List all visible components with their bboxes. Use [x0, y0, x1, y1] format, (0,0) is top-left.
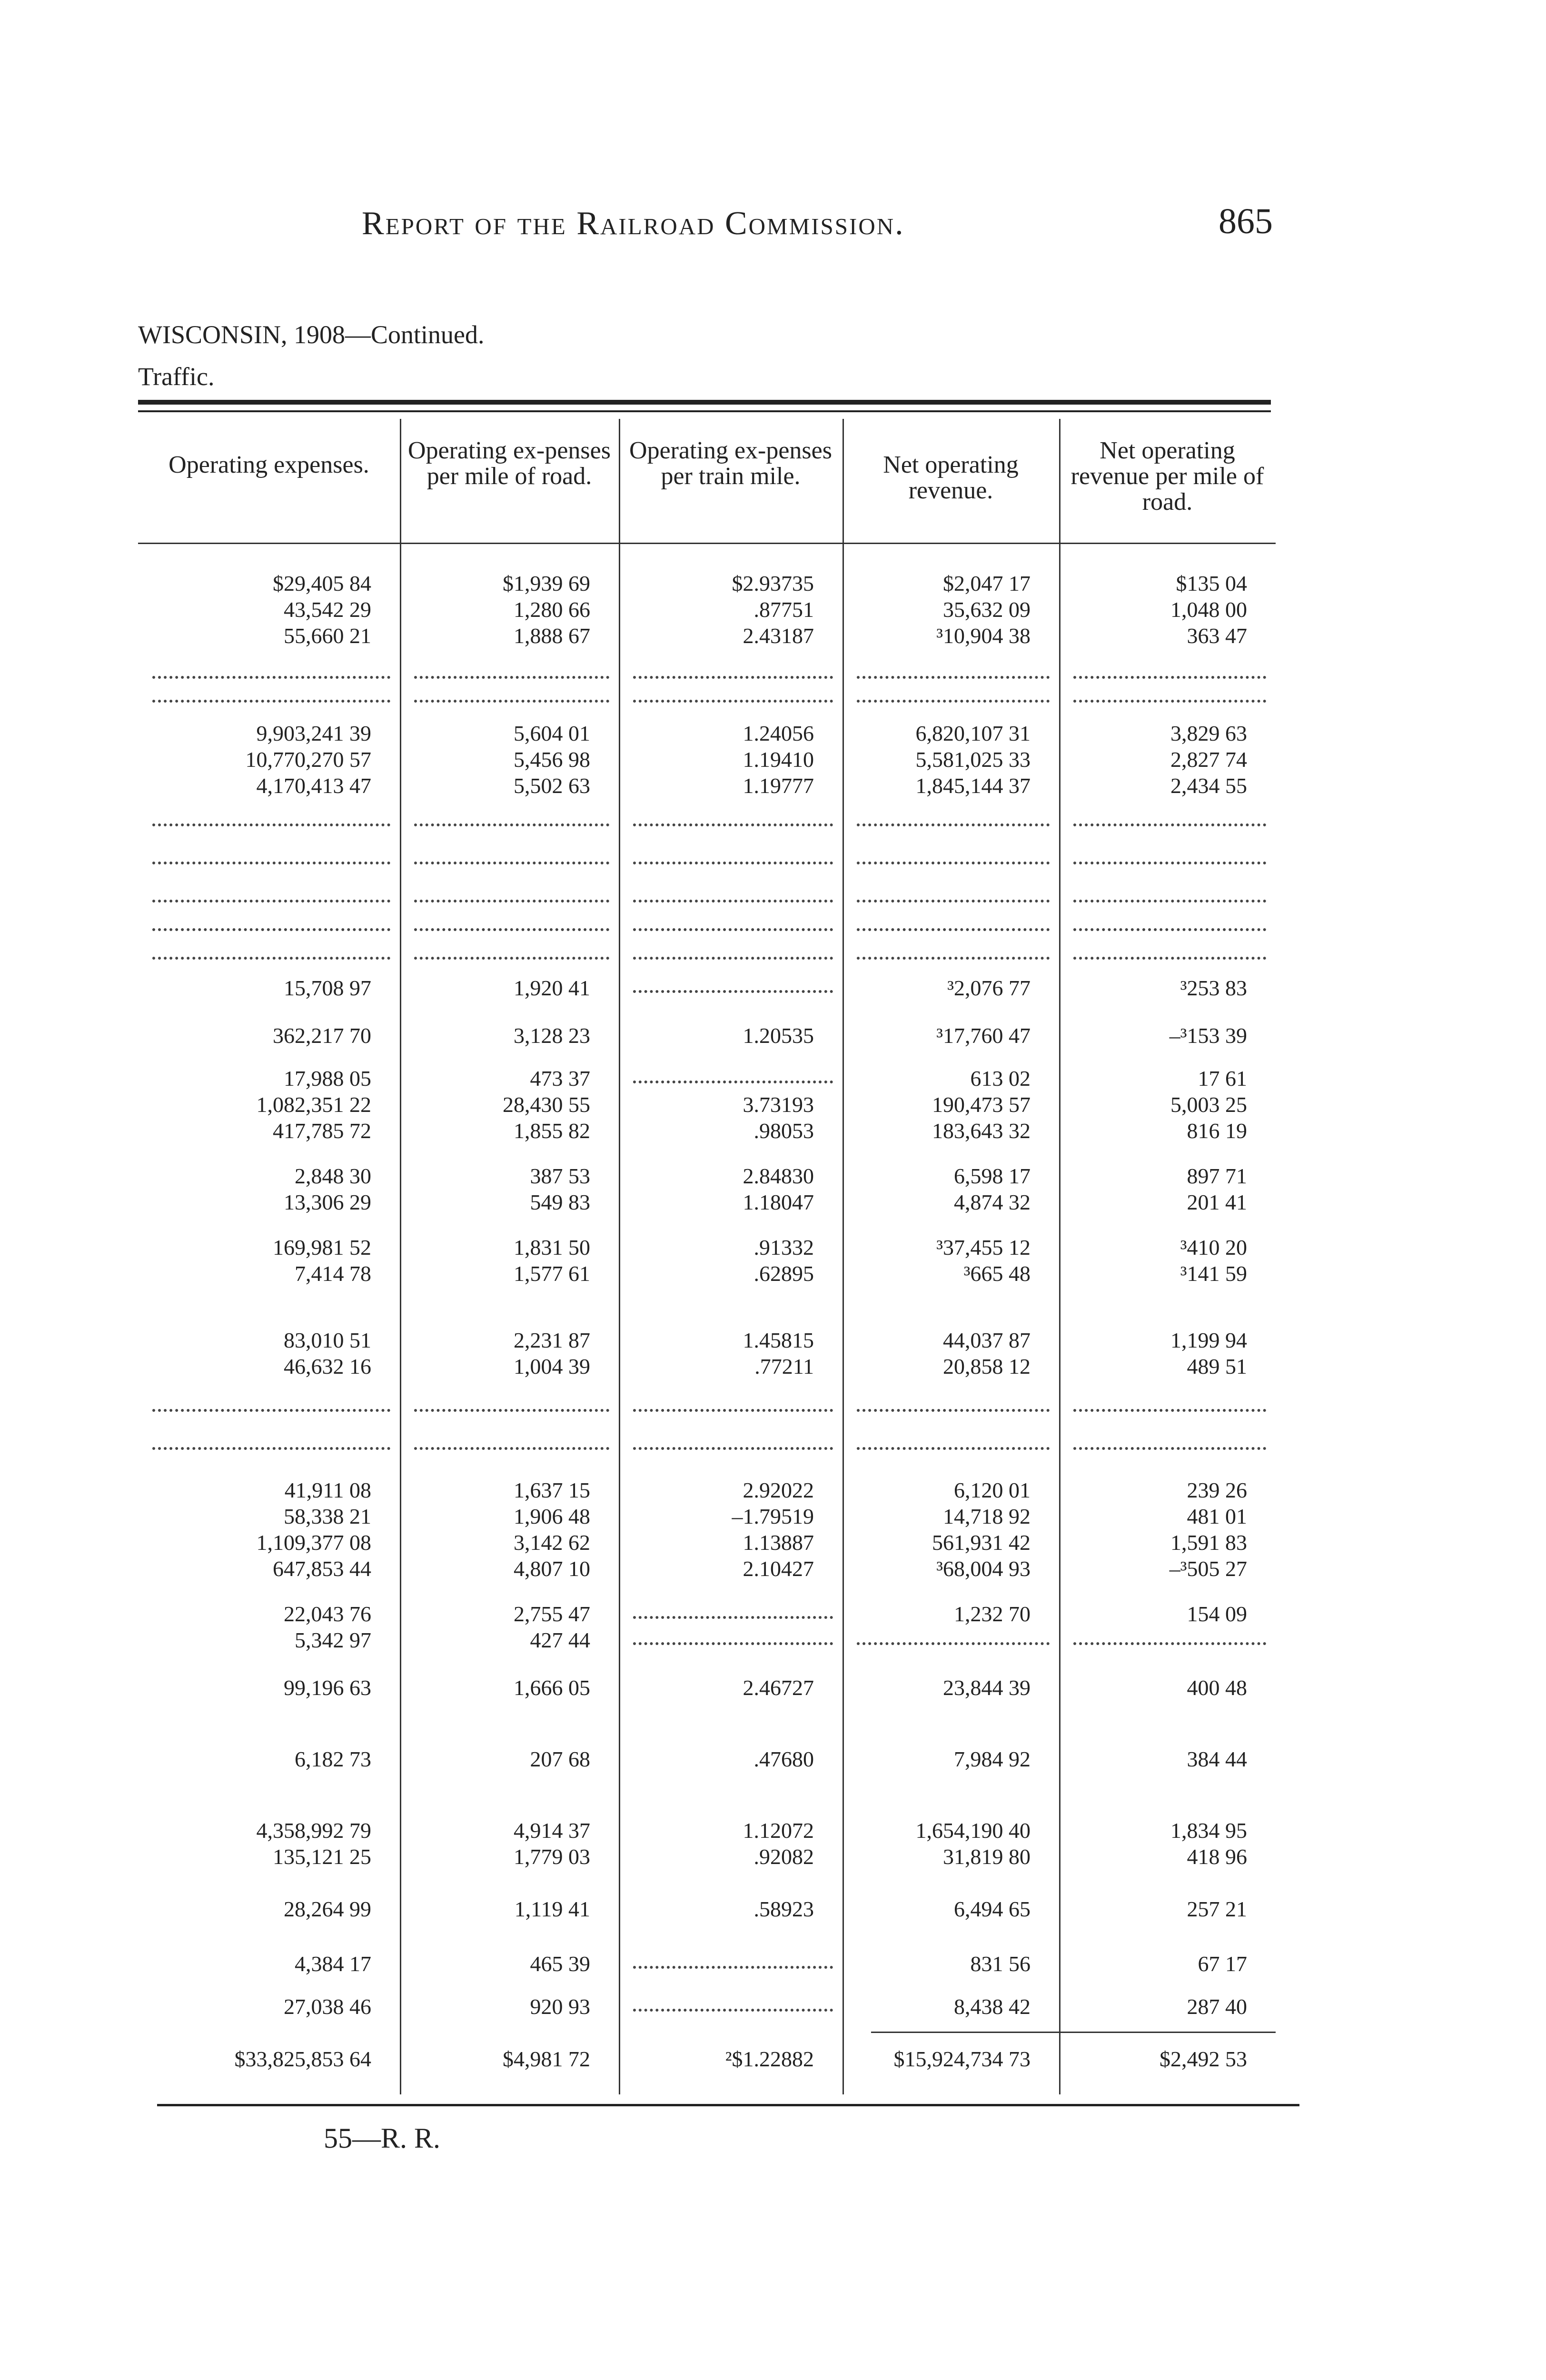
leader-dots	[857, 1642, 1050, 1645]
totals-cell: $33,825,853 64	[234, 2047, 371, 2071]
table-cell: 43,542 29	[284, 597, 371, 622]
table-cell: 23,844 39	[943, 1676, 1031, 1700]
table-cell: 4,358,992 79	[256, 1818, 371, 1843]
column-header: Operating ex-penses per train mile.	[629, 437, 832, 490]
table-cell: 5,003 25	[1170, 1092, 1247, 1117]
table-cell: 427 44	[530, 1628, 590, 1652]
totals-cell: ²$1.22882	[725, 2047, 814, 2071]
leader-dots	[414, 957, 609, 960]
table-cell: 2,231 87	[514, 1328, 590, 1352]
table-cell: 3,128 23	[514, 1023, 590, 1048]
leader-dots	[633, 862, 833, 864]
table-cell: 17,988 05	[284, 1066, 371, 1091]
table-cell: 2.84830	[743, 1164, 814, 1188]
table-cell: 99,196 63	[284, 1676, 371, 1700]
leader-dots	[152, 1447, 390, 1450]
table-cell: 1.19777	[743, 774, 814, 798]
table-cell: 400 48	[1187, 1676, 1247, 1700]
leader-dots	[414, 823, 609, 826]
table-cell: –³153 39	[1169, 1023, 1247, 1048]
leader-dots	[857, 957, 1050, 960]
table-cell: ³253 83	[1180, 976, 1247, 1000]
table-cell: 1,280 66	[514, 597, 590, 622]
table-cell: ³141 59	[1180, 1261, 1247, 1286]
table-cell: 239 26	[1187, 1478, 1247, 1502]
signature-mark: 55—R. R.	[324, 2122, 441, 2154]
table-cell: 1,855 82	[514, 1119, 590, 1143]
table-cell: .47680	[753, 1747, 814, 1771]
table-cell: $2.93735	[732, 571, 814, 595]
table-cell: $2,047 17	[943, 571, 1031, 595]
table-cell: 13,306 29	[284, 1190, 371, 1214]
table-cell: 1,906 48	[514, 1504, 590, 1528]
leader-dots	[152, 700, 390, 703]
leader-dots	[1073, 957, 1266, 960]
table-cell: .58923	[753, 1897, 814, 1921]
leader-dots	[857, 1447, 1050, 1450]
leader-dots	[414, 862, 609, 864]
table-cell: 7,984 92	[954, 1747, 1031, 1771]
table-cell: 1,831 50	[514, 1235, 590, 1259]
table-cell: .91332	[753, 1235, 814, 1259]
column-header: Operating ex-penses per mile of road.	[408, 437, 611, 490]
bottom-rule	[157, 2104, 1299, 2106]
table-cell: 1.24056	[743, 721, 814, 745]
table-cell: ³10,904 38	[936, 624, 1031, 648]
table-cell: 1,119 41	[514, 1897, 590, 1921]
table-cell: 2,827 74	[1170, 747, 1247, 772]
table-cell: 15,708 97	[284, 976, 371, 1000]
table-cell: 363 47	[1187, 624, 1247, 648]
leader-dots	[633, 676, 833, 679]
table-cell: .77211	[754, 1354, 814, 1378]
leader-dots	[1073, 700, 1266, 703]
header-rule	[138, 543, 1276, 544]
leader-dots	[857, 823, 1050, 826]
table-cell: 201 41	[1187, 1190, 1247, 1214]
leader-dots	[152, 862, 390, 864]
table-cell: 1.19410	[743, 747, 814, 772]
table-cell: ³37,455 12	[936, 1235, 1031, 1259]
leader-dots	[857, 900, 1050, 902]
leader-dots	[857, 928, 1050, 931]
leader-dots	[633, 928, 833, 931]
table-cell: 2.43187	[743, 624, 814, 648]
leader-dots	[1073, 862, 1266, 864]
table-section-label: Traffic.	[138, 362, 215, 391]
leader-dots	[857, 700, 1050, 703]
leader-dots	[152, 957, 390, 960]
table-cell: 1.13887	[743, 1530, 814, 1555]
totals-rule	[871, 2032, 1276, 2033]
table-cell: 1,888 67	[514, 624, 590, 648]
table-cell: 1,666 05	[514, 1676, 590, 1700]
table-cell: 257 21	[1187, 1897, 1247, 1921]
totals-cell: $2,492 53	[1160, 2047, 1247, 2071]
table-cell: 14,718 92	[943, 1504, 1031, 1528]
table-cell: 473 37	[530, 1066, 590, 1091]
leader-dots	[414, 928, 609, 931]
table-cell: 55,660 21	[284, 624, 371, 648]
table-cell: 481 01	[1187, 1504, 1247, 1528]
table-cell: 613 02	[970, 1066, 1031, 1091]
leader-dots	[633, 700, 833, 703]
table-cell: 6,820,107 31	[915, 721, 1031, 745]
leader-dots	[633, 1081, 833, 1083]
leader-dots	[414, 900, 609, 902]
leader-dots	[152, 1409, 390, 1412]
table-cell: 647,853 44	[273, 1557, 371, 1581]
table-cell: 1,199 94	[1170, 1328, 1247, 1352]
table-cell: 1,654,190 40	[915, 1818, 1031, 1843]
table-cell: .87751	[753, 597, 814, 622]
table-cell: 3,829 63	[1170, 721, 1247, 745]
totals-cell: $15,924,734 73	[893, 2047, 1031, 2071]
table-cell: 6,182 73	[295, 1747, 371, 1771]
table-cell: 17 61	[1198, 1066, 1247, 1091]
table-cell: 5,456 98	[514, 747, 590, 772]
table-cell: 3.73193	[743, 1092, 814, 1117]
leader-dots	[633, 1966, 833, 1969]
table-cell: $29,405 84	[273, 571, 371, 595]
table-cell: .92082	[753, 1844, 814, 1869]
table-cell: 1,920 41	[514, 976, 590, 1000]
table-cell: 3,142 62	[514, 1530, 590, 1555]
table-cell: 41,911 08	[284, 1478, 371, 1502]
table-cell: 67 17	[1198, 1952, 1247, 1976]
table-cell: 1,048 00	[1170, 597, 1247, 622]
leader-dots	[414, 700, 609, 703]
table-cell: 4,914 37	[514, 1818, 590, 1843]
table-cell: 183,643 32	[932, 1119, 1031, 1143]
table-cell: 44,037 87	[943, 1328, 1031, 1352]
table-cell: 2.10427	[743, 1557, 814, 1581]
leader-dots	[633, 900, 833, 902]
table-cell: 83,010 51	[284, 1328, 371, 1352]
table-cell: 561,931 42	[932, 1530, 1031, 1555]
table-cell: ³68,004 93	[936, 1557, 1031, 1581]
table-cell: 1,845,144 37	[915, 774, 1031, 798]
leader-dots	[857, 862, 1050, 864]
table-cell: 2,848 30	[295, 1164, 371, 1188]
table-cell: ³665 48	[963, 1261, 1031, 1286]
table-cell: 7,414 78	[295, 1261, 371, 1286]
table-cell: 154 09	[1187, 1602, 1247, 1626]
table-cell: 2.46727	[743, 1676, 814, 1700]
leader-dots	[633, 957, 833, 960]
leader-dots	[1073, 900, 1266, 902]
leader-dots	[633, 1642, 833, 1645]
table-cell: 5,581,025 33	[915, 747, 1031, 772]
table-cell: 1,109,377 08	[256, 1530, 371, 1555]
table-cell: 418 96	[1187, 1844, 1247, 1869]
table-cell: 1,591 83	[1170, 1530, 1247, 1555]
running-header: Report of the Railroad Commission.	[362, 205, 905, 242]
table-cell: 2,434 55	[1170, 774, 1247, 798]
table-cell: 169,981 52	[273, 1235, 371, 1259]
table-cell: 6,120 01	[954, 1478, 1031, 1502]
table-cell: 1,779 03	[514, 1844, 590, 1869]
table-cell: 1.12072	[743, 1818, 814, 1843]
table-cell: 2.92022	[743, 1478, 814, 1502]
leader-dots	[152, 823, 390, 826]
leader-dots	[1073, 1409, 1266, 1412]
top-rule-thick	[138, 400, 1271, 405]
table-cell: –1.79519	[732, 1504, 814, 1528]
leader-dots	[633, 1616, 833, 1619]
table-cell: 58,338 21	[284, 1504, 371, 1528]
table-cell: 1.45815	[743, 1328, 814, 1352]
table-cell: 8,438 42	[954, 1994, 1031, 2019]
leader-dots	[152, 900, 390, 902]
leader-dots	[414, 676, 609, 679]
leader-dots	[1073, 1642, 1266, 1645]
table-cell: 549 83	[530, 1190, 590, 1214]
column-header: Net operating revenue.	[883, 451, 1019, 504]
column-header: Net operating revenue per mile of road.	[1070, 437, 1264, 516]
table-cell: 5,342 97	[295, 1628, 371, 1652]
table-cell: 1.20535	[743, 1023, 814, 1048]
table-state-line: WISCONSIN, 1908—Continued.	[138, 320, 485, 349]
table-cell: 816 19	[1187, 1119, 1247, 1143]
leader-dots	[152, 928, 390, 931]
table-cell: 920 93	[530, 1994, 590, 2019]
table-cell: 22,043 76	[284, 1602, 371, 1626]
leader-dots	[1073, 676, 1266, 679]
leader-dots	[633, 1409, 833, 1412]
top-rule-thin	[138, 410, 1271, 412]
table-cell: 4,807 10	[514, 1557, 590, 1581]
table-cell: .62895	[753, 1261, 814, 1286]
table-cell: $135 04	[1176, 571, 1247, 595]
table-cell: 287 40	[1187, 1994, 1247, 2019]
table-cell: 207 68	[530, 1747, 590, 1771]
table-cell: ³17,760 47	[936, 1023, 1031, 1048]
table-cell: 5,604 01	[514, 721, 590, 745]
table-cell: 897 71	[1187, 1164, 1247, 1188]
table-cell: 417,785 72	[273, 1119, 371, 1143]
table-cell: 1,834 95	[1170, 1818, 1247, 1843]
table-cell: 387 53	[530, 1164, 590, 1188]
table-cell: 1,004 39	[514, 1354, 590, 1378]
table-cell: 6,494 65	[954, 1897, 1031, 1921]
table-cell: 135,121 25	[273, 1844, 371, 1869]
table-cell: 4,384 17	[295, 1952, 371, 1976]
table-cell: 5,502 63	[514, 774, 590, 798]
leader-dots	[633, 823, 833, 826]
table-cell: 362,217 70	[273, 1023, 371, 1048]
leader-dots	[1073, 823, 1266, 826]
leader-dots	[1073, 928, 1266, 931]
table-cell: ³410 20	[1180, 1235, 1247, 1259]
table-cell: 28,264 99	[284, 1897, 371, 1921]
table-cell: 384 44	[1187, 1747, 1247, 1771]
leader-dots	[414, 1447, 609, 1450]
table-cell: 1.18047	[743, 1190, 814, 1214]
table-cell: ³2,076 77	[947, 976, 1031, 1000]
table-cell: $1,939 69	[503, 571, 590, 595]
table-cell: 9,903,241 39	[256, 721, 371, 745]
page-number: 865	[1219, 201, 1273, 241]
table-cell: 1,637 15	[514, 1478, 590, 1502]
leader-dots	[633, 1447, 833, 1450]
table-cell: 6,598 17	[954, 1164, 1031, 1188]
table-cell: 20,858 12	[943, 1354, 1031, 1378]
leader-dots	[152, 676, 390, 679]
leader-dots	[633, 2009, 833, 2012]
leader-dots	[1073, 1447, 1266, 1450]
column-header: Operating expenses.	[168, 451, 369, 478]
leader-dots	[857, 1409, 1050, 1412]
table-cell: 1,082,351 22	[256, 1092, 371, 1117]
table-cell: 31,819 80	[943, 1844, 1031, 1869]
leader-dots	[633, 990, 833, 993]
table-cell: 489 51	[1187, 1354, 1247, 1378]
table-cell: .98053	[753, 1119, 814, 1143]
table-cell: 831 56	[970, 1952, 1031, 1976]
table-cell: 1,232 70	[954, 1602, 1031, 1626]
table-cell: 4,170,413 47	[256, 774, 371, 798]
leader-dots	[414, 1409, 609, 1412]
table-cell: –³505 27	[1169, 1557, 1247, 1581]
table-cell: 1,577 61	[514, 1261, 590, 1286]
leader-dots	[857, 676, 1050, 679]
table-cell: 10,770,270 57	[245, 747, 371, 772]
table-cell: 27,038 46	[284, 1994, 371, 2019]
table-cell: 190,473 57	[932, 1092, 1031, 1117]
table-cell: 46,632 16	[284, 1354, 371, 1378]
table-cell: 2,755 47	[514, 1602, 590, 1626]
table-cell: 35,632 09	[943, 597, 1031, 622]
table-cell: 28,430 55	[503, 1092, 590, 1117]
table-cell: 465 39	[530, 1952, 590, 1976]
table-cell: 4,874 32	[954, 1190, 1031, 1214]
totals-cell: $4,981 72	[503, 2047, 590, 2071]
